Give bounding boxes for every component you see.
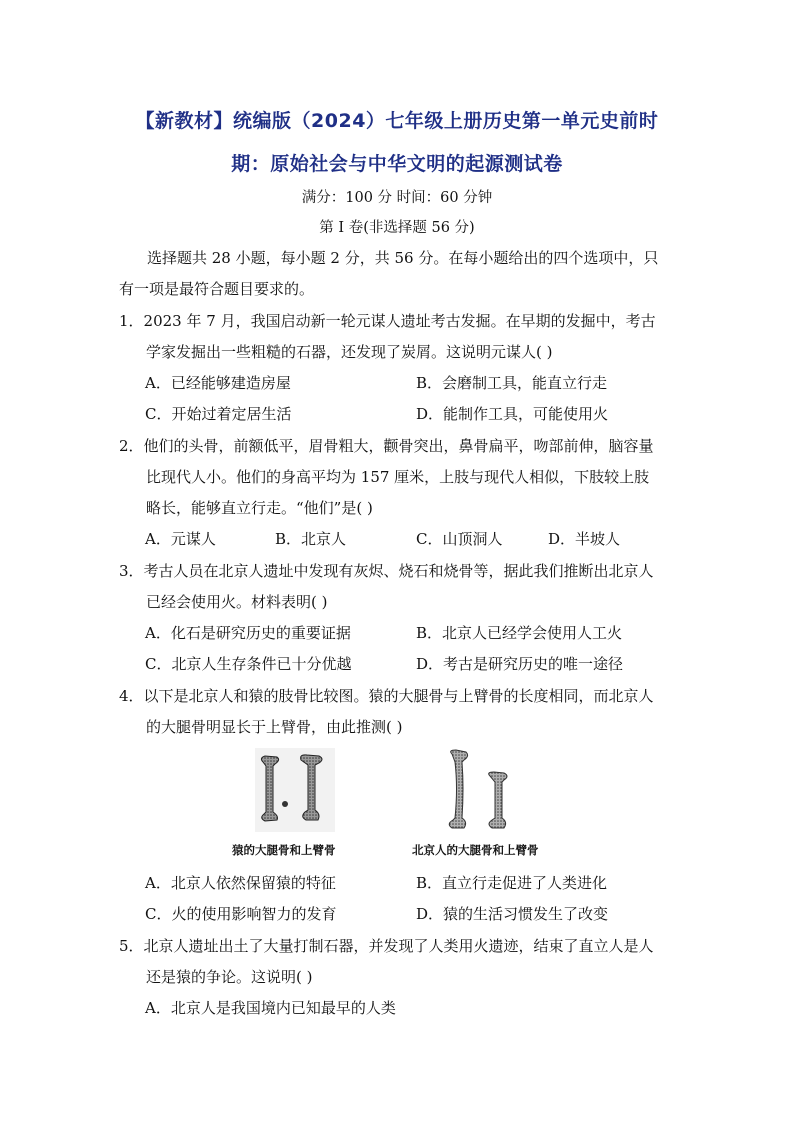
q5-option-a[interactable]: A．北京人是我国境内已知最早的人类 [145,999,396,1017]
q4-option-a[interactable]: A．北京人依然保留猿的特征 [145,874,336,892]
q2-option-a[interactable]: A．元谋人 [145,530,216,548]
ape-bones-figure [255,748,335,832]
ape-bones-caption: 猿的大腿骨和上臂骨 [232,843,336,857]
instructions-line-2: 有一项是最符合题目要求的。 [119,280,315,298]
q2-option-c[interactable]: C．山顶洞人 [416,530,503,548]
exam-title-line-1: 【新教材】统编版（2024）七年级上册历史第一单元史前时 [135,110,659,132]
q3-option-b[interactable]: B．北京人已经学会使用人工火 [416,624,623,642]
q2-option-d[interactable]: D．半坡人 [548,530,621,548]
q4-option-b[interactable]: B．直立行走促进了人类进化 [416,874,608,892]
q1-option-c[interactable]: C．开始过着定居生活 [145,405,292,423]
q1-stem-line-2: 学家发掘出一些粗糙的石器，还发现了炭屑。这说明元谋人( ) [146,343,553,361]
q2-option-b[interactable]: B．北京人 [275,530,347,548]
q2-stem-line-3: 略长，能够直立行走。“他们”是( ) [146,499,373,517]
q4-stem-line-1: 4．以下是北京人和猿的肢骨比较图。猿的大腿骨与上臂骨的长度相同，而北京人 [119,687,654,705]
q3-option-a[interactable]: A．化石是研究历史的重要证据 [145,624,351,642]
q3-stem-line-2: 已经会使用火。材料表明( ) [146,593,328,611]
exam-title-line-2: 期：原始社会与中华文明的起源测试卷 [231,153,563,175]
peking-man-bones-caption: 北京人的大腿骨和上臂骨 [412,843,539,857]
q5-stem-line-2: 还是猿的争论。这说明( ) [146,968,313,986]
q1-option-b[interactable]: B．会磨制工具，能直立行走 [416,374,608,392]
section-heading: 第 I 卷(非选择题 56 分) [319,220,475,236]
q2-stem-line-2: 比现代人小。他们的身高平均为 157 厘米，上肢与现代人相似，下肢较上肢 [146,468,650,486]
instructions-line-1: 选择题共 28 小题，每小题 2 分，共 56 分。在每小题给出的四个选项中，只 [147,249,659,267]
q3-option-d[interactable]: D．考古是研究历史的唯一途径 [416,655,624,673]
q3-stem-line-1: 3．考古人员在北京人遗址中发现有灰烬、烧石和烧骨等，据此我们推断出北京人 [119,562,654,580]
score-time-info: 满分：100 分 时间：60 分钟 [301,190,493,206]
q1-option-d[interactable]: D．能制作工具，可能使用火 [416,405,609,423]
q4-stem-line-2: 的大腿骨明显长于上臂骨，由此推测( ) [146,718,403,736]
q5-stem-line-1: 5．北京人遗址出土了大量打制石器，并发现了人类用火遗迹，结束了直立人是人 [119,937,654,955]
q3-option-c[interactable]: C．北京人生存条件已十分优越 [145,655,352,673]
q2-stem-line-1: 2．他们的头骨，前额低平，眉骨粗大，颧骨突出，鼻骨扁平，吻部前伸，脑容量 [119,437,654,455]
peking-man-bones-figure [440,748,520,832]
q1-stem-line-1: 1．2023 年 7 月，我国启动新一轮元谋人遗址考古发掘。在早期的发掘中，考古 [119,312,656,330]
q4-option-d[interactable]: D．猿的生活习惯发生了改变 [416,905,609,923]
q4-option-c[interactable]: C．火的使用影响智力的发育 [145,905,337,923]
q1-option-a[interactable]: A．已经能够建造房屋 [145,374,291,392]
